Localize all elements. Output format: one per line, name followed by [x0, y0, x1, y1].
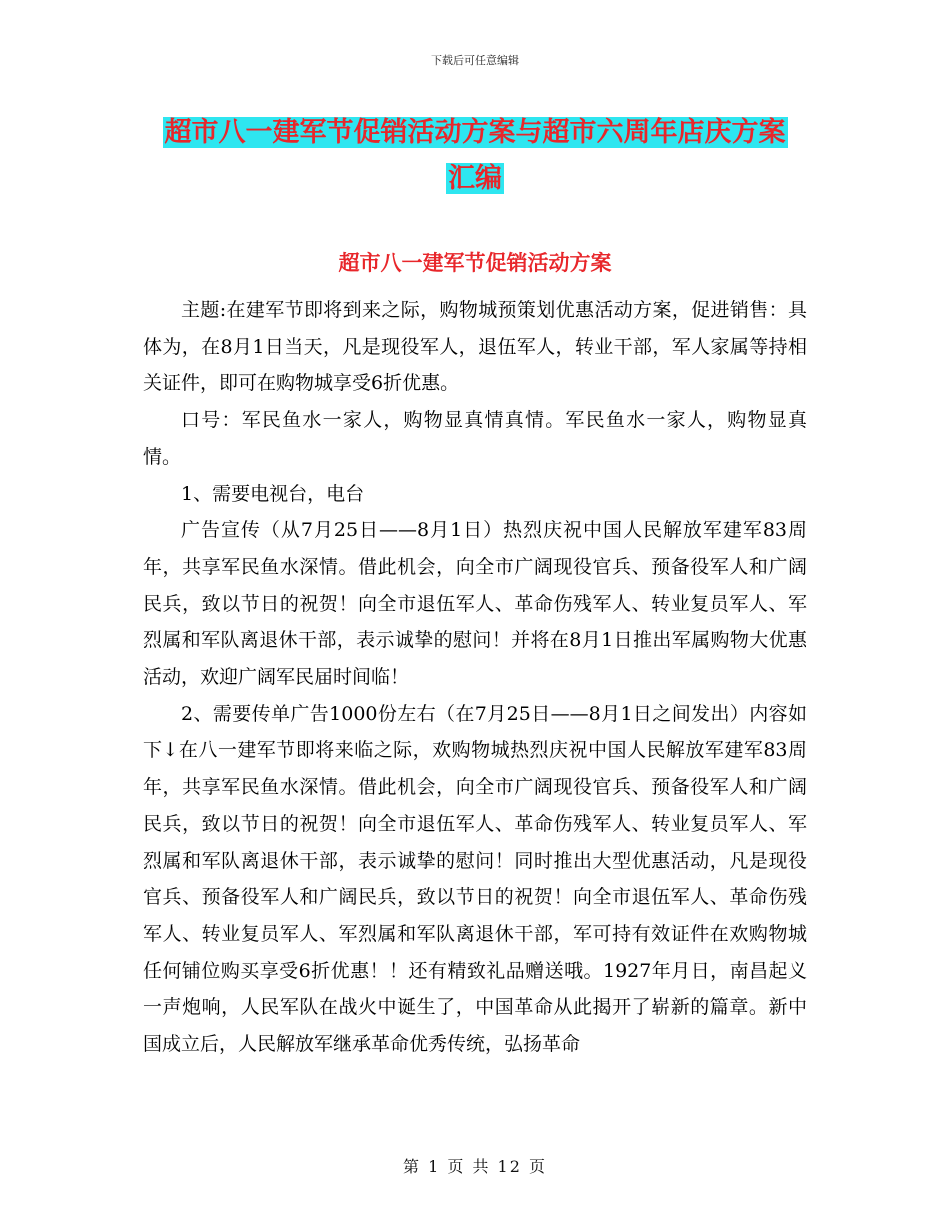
paragraph-ad-promotion: 广告宣传（从7月25日——8月1日）热烈庆祝中国人民解放军建军83周年，共享军民鱼水深情。借此机会，向全市广阔现役官兵、预备役军人和广阔民兵，致以节日的祝贺！向全市退伍军人、革命伤残军人、转业复员军人、军烈属和军队离退休干部，表示诚挚的慰问！并将在8月1日推出军属购物大优惠活动，欢迎广阔军民届时间临！: [143, 519, 807, 689]
paragraph-item-2: 2、需要传单广告1000份左右（在7月25日——8月1日之间发出）内容如下↓在八一建军节即将来临之际，欢购物城热烈庆祝中国人民解放军建军83周年，共享军民鱼水深情。借此机会，向全市广阔现役官兵、预备役军人和广阔民兵，致以节日的祝贺！向全市退伍军人、革命伤残军人、转业复员军人、军烈属和军队离退休干部，表示诚挚的慰问！同时推出大型优惠活动，凡是现役官兵、预备役军人和广阔民兵，致以节日的祝贺！向全市退伍军人、革命伤残军人、转业复员军人、军烈属和军队离退休干部，军可持有效证件在欢购物城任何铺位购买享受6折优惠！！还有精致礼品赠送哦。1927年月日，南昌起义一声炮响，人民军队在战火中诞生了，中国革命从此揭开了崭新的篇章。新中国成立后，人民解放军继承革命优秀传统，弘扬革命: [143, 702, 807, 1056]
document-title: [120, 110, 830, 202]
paragraph-item-1: 1、需要电视台，电台: [181, 482, 365, 505]
section-title: 超市八一建军节促销活动方案: [338, 251, 612, 275]
paragraph-slogan: 口号：军民鱼水一家人，购物显真情真情。军民鱼水一家人，购物显真情。: [143, 409, 807, 468]
title-line-1: 超市八一建军节促销活动方案与超市六周年店庆方案: [164, 117, 786, 148]
paragraph-theme: 主题:在建军节即将到来之际，购物城预策划优惠活动方案，促进销售：具体为，在8月1日当天，凡是现役军人，退伍军人，转业干部，军人家属等持相关证件，即可在购物城享受6折优惠。: [143, 299, 807, 395]
page-header-note: 下载后可任意编辑: [431, 54, 519, 67]
page-footer: 第 1 页 共 12 页: [403, 1157, 547, 1176]
document-body: [143, 292, 807, 1063]
title-line-2: 汇编: [448, 163, 502, 194]
